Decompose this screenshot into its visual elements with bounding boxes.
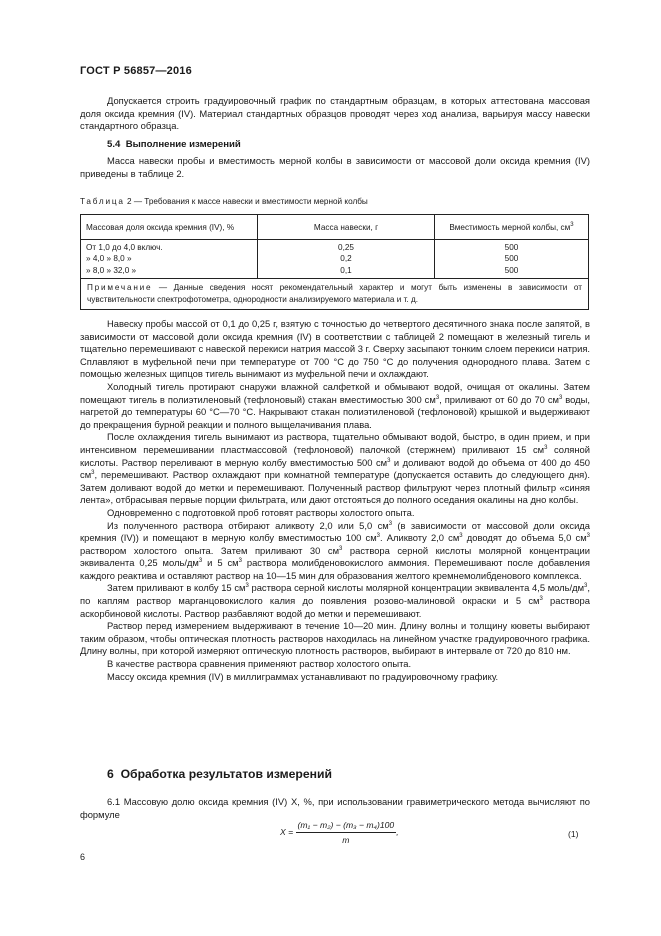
mass-cell <box>258 240 435 279</box>
equation-number: (1) <box>568 829 579 839</box>
sup-3: 3 <box>376 533 381 540</box>
sup-3: 3 <box>544 444 548 451</box>
paragraph: Одновременно с подготовкой проб готовят растворы холостого опыта. <box>107 506 415 518</box>
table-body-row <box>81 240 589 279</box>
formula-denominator: m <box>342 835 350 845</box>
paragraph: Раствор перед измерением выдерживают в течение 10—20 мин. Длину волны и толщину кюветы выбирают таким образом, чтобы оптическая плотность растворов находилась на линейном участке градуировочного графика. Длину волны, при которой измеряют оптическую плотность растворов, выбирают в интервале от 720 до 810 нм. <box>80 620 590 657</box>
text-run: Из полученного раствора отбирают аликвоту 2,0 или 5,0 см <box>107 519 389 531</box>
intro-paragraph <box>80 95 590 133</box>
section-5-4-number: 5.4 <box>107 139 121 150</box>
sup-3: 3 <box>238 558 242 565</box>
text-run: и доливают водой до объема от 400 до 450 см <box>80 456 590 481</box>
text-run: , перемешивают. Раствор охлаждают при комнатной температуре (допускается оставить до следующего дня). Затем доливают водой до метки и перемешивают. Полученный раствор фильтруют через плотный фильтр «синяя лента», отбрасывая первые порции фильтрата, или дают отстояться до полного оседания окалины на дно колбы. <box>80 469 590 506</box>
table-cell: 0,25 <box>338 243 354 252</box>
table-cell: » 8,0 » 32,0 » <box>86 265 137 275</box>
section-5-4-text: Масса навески пробы и вместимость мерной колбы в зависимости от массовой доли оксида кремния (IV) приведены в таблице 2. <box>80 155 590 179</box>
text-run: воды, нагретой до температуры 60 °С—70 °С. Накрывают стакан полиэтиленовой (тефлоновой) крышкой и выдерживают до прекращения бурной реакции и полного выщелачивания плава. <box>80 393 590 430</box>
text-run: раствором холостого опыта. Затем приливают 30 см <box>80 544 340 556</box>
text-run: После охлаждения тигель вынимают из раствора, тщательно обмывают водой, быстро, в один прием, и при интенсивном перемешивании пластмассовой (тефлоновой) палочкой (стержнем) приливают 15 см <box>80 431 590 455</box>
table-cell: 500 <box>504 254 519 264</box>
paragraph: Навеску пробы массой от 0,1 до 0,25 г, взятую с точностью до четвертого десятичного знака после запятой, в зависимости от массовой доли оксида кремния (IV) в соответствии с таблицей 2 помещают в железный тигель и тщательно перемешивают с навеской перекиси натрия массой 3 г. Сверху засыпают тонким слоем перекиси натрия. Сплавляют в муфельной печи при температуре от 700 °С до 750 °С до получения однородного плава. Затем с помощью железных щипцов тигель вынимают из муфельной печи и охлаждают. <box>80 318 590 380</box>
formula-lhs: X = <box>280 826 294 837</box>
text-run: Холодный тигель протирают снаружи влажной салфеткой и обмывают водой, очищая от окалины. Затем помещают тигель в полиэтиленовый (тефлоновый) стакан вместимостью 300 см <box>80 380 590 405</box>
intro-text: Допускается строить градуировочный график по стандартным образцам, в которых аттестована массовая доля оксида кремния (IV). Материал стандартных образцов проводят через ход анализа, варьируя массу навески стандартного образца. <box>80 95 590 132</box>
sup-3: 3 <box>584 583 588 590</box>
table-2-caption <box>80 197 368 206</box>
sup-3: 3 <box>459 533 463 540</box>
paragraph <box>80 582 590 620</box>
section-6-number: 6 <box>107 767 114 781</box>
col-header-mass-fraction: Массовая доля оксида кремния (IV), % <box>81 215 258 240</box>
text-run: раствора серной кислоты молярной концентрации эквивалента 0,25 моль/дм <box>80 544 591 569</box>
sup-3: 3 <box>339 545 343 552</box>
paragraph: В качестве раствора сравнения применяют раствор холостого опыта. <box>107 658 412 670</box>
section-5-4-title: Выполнение измерений <box>125 139 241 150</box>
sup-3: 3 <box>198 558 203 565</box>
section-5-4-heading <box>107 139 241 150</box>
paragraph <box>80 520 590 583</box>
col-header-flask-volume <box>435 215 589 240</box>
sup-3: 3 <box>245 583 249 590</box>
formula-fraction <box>296 820 397 845</box>
procedure-text <box>80 318 590 683</box>
table-header-row <box>81 215 589 240</box>
sup-3: 3 <box>435 394 440 401</box>
col3-sup: 3 <box>570 221 574 228</box>
table-2 <box>80 214 589 310</box>
section-6-title: Обработка результатов измерений <box>120 767 332 781</box>
text-run: Затем приливают в колбу 15 см <box>107 582 246 594</box>
text-run: , по каплям раствор марганцовокислого калия до появления розово-малиновой окраски и 5 см <box>80 582 590 607</box>
formula-1 <box>280 820 399 845</box>
table-cell: 500 <box>504 243 519 252</box>
text-run: доводят до объема 5,0 см <box>462 532 587 544</box>
note-text: — Данные сведения носят рекомендательный характер и могут быть изменены в зависимости от чувствительности спектрофотометра, однородности анализируемого материала и т. д. <box>87 283 583 305</box>
sup-3: 3 <box>586 533 590 540</box>
section-5-4-paragraph <box>80 155 590 180</box>
text-run: (в зависимости от массовой доли оксида кремния (IV)) и помещают в мерную колбу вместимостью 100 см <box>80 519 590 544</box>
formula-tail: , <box>396 826 399 837</box>
standard-code-header: ГОСТ Р 56857—2016 <box>80 65 192 77</box>
text-run: , приливают от 60 до 70 см <box>439 393 559 405</box>
section-6-1-paragraph <box>80 796 590 821</box>
paragraph: Массу оксида кремния (IV) в миллиграммах устанавливают по градуировочному графику. <box>107 670 499 682</box>
table-cell: 0,1 <box>340 265 352 275</box>
text-run: . Аликвоту 2,0 см <box>380 532 460 544</box>
text-run: соляной кислоты. Раствор переливают в мерную колбу вместимостью 500 см <box>80 443 590 468</box>
paragraph <box>80 431 590 507</box>
table-cell: » 4,0 » 8,0 » <box>86 254 132 264</box>
text-run: раствора аскорбиновой кислоты. Раствор разбавляют водой до метки и перемешивают. <box>80 595 590 619</box>
sup-3: 3 <box>539 596 543 603</box>
paragraph <box>80 381 590 431</box>
formula-numerator: (m₁ − m₂) − (m₃ − m₄)100 <box>296 820 397 833</box>
page-number: 6 <box>80 852 86 862</box>
table-note-row <box>81 279 589 310</box>
col3-text: Вместимость мерной колбы, см <box>449 222 571 232</box>
table-note <box>81 279 589 310</box>
volume-cell <box>435 240 589 279</box>
col-header-sample-mass: Масса навески, г <box>258 215 435 240</box>
sup-3: 3 <box>388 520 393 527</box>
table-cell: От 1,0 до 4,0 включ. <box>86 243 163 252</box>
section-6-1-text: 6.1 Массовую долю оксида кремния (IV) X, %, при использовании гравиметрического метода вычисляют по формуле <box>80 796 590 820</box>
text-run: и 5 см <box>202 557 239 569</box>
sup-3: 3 <box>558 394 563 401</box>
section-6-heading <box>107 767 332 781</box>
table-cell: 0,2 <box>340 254 352 264</box>
note-label: Примечание <box>87 283 153 293</box>
table-cell: 500 <box>504 265 519 275</box>
sup-3: 3 <box>91 470 95 477</box>
sup-3: 3 <box>387 457 391 464</box>
range-cell <box>81 240 258 279</box>
table-label: Таблица <box>80 197 125 206</box>
text-run: раствора молибденовокислого аммония. Перемешивают после добавления каждого реактива и оставляют раствор на 10—15 мин для образования желтого кремнемолибденового комплекса. <box>80 557 590 581</box>
table-caption-text: 2 — Требования к массе навески и вместимости мерной колбы <box>126 197 368 206</box>
text-run: раствора серной кислоты молярной концентрации эквивалента 4,5 моль/дм <box>248 582 585 594</box>
